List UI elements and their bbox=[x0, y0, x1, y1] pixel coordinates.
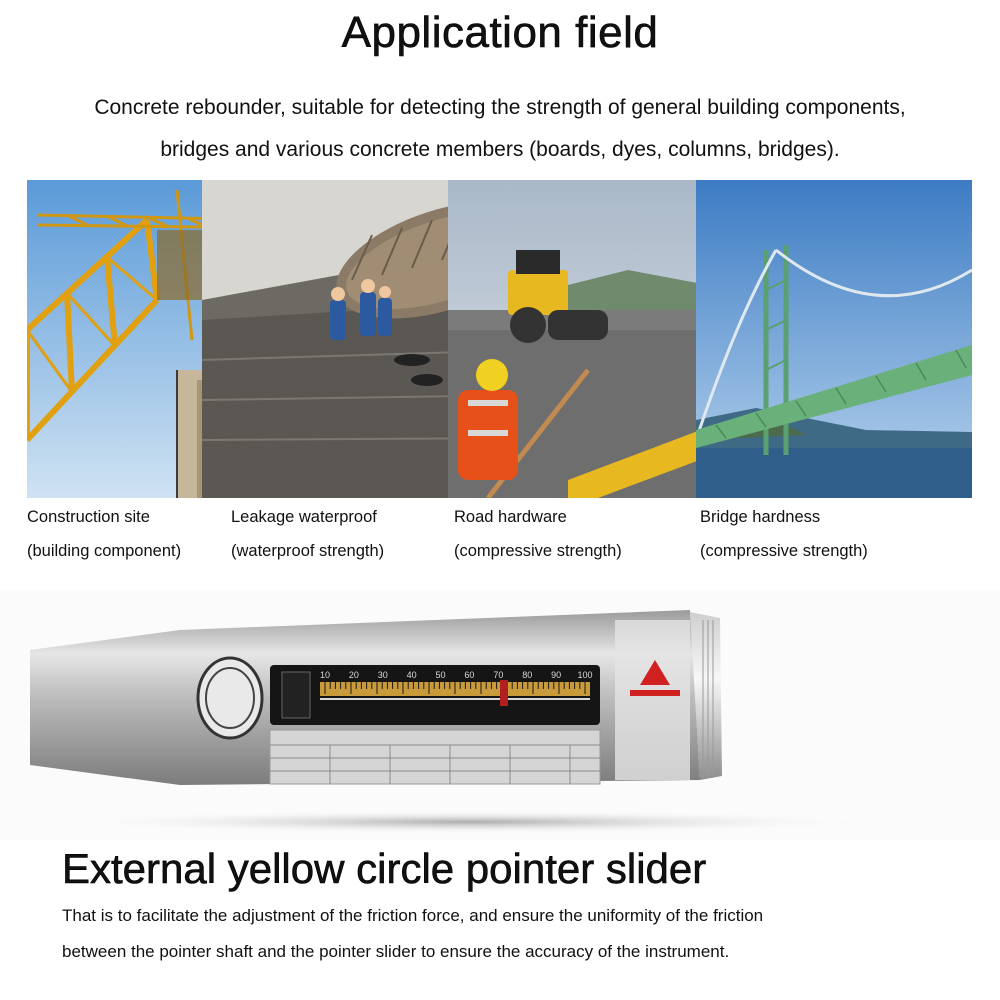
scale-tick-label: 40 bbox=[406, 670, 417, 680]
feature-description-line-2: between the pointer shaft and the pointer slider to ensure the accuracy of the instrument. bbox=[62, 942, 730, 961]
caption-leakage-waterproof-detail: (waterproof strength) bbox=[231, 542, 385, 560]
caption-leakage-waterproof: Leakage waterproof bbox=[231, 508, 377, 526]
scale-tick-label: 20 bbox=[348, 670, 359, 680]
scale-tick-label: 100 bbox=[577, 670, 593, 680]
scale-tick-label: 90 bbox=[551, 670, 562, 680]
caption-road-hardware-detail: (compressive strength) bbox=[454, 542, 622, 560]
scale-tick-label: 80 bbox=[522, 670, 533, 680]
feature-headline: External yellow circle pointer slider bbox=[62, 845, 707, 892]
scale-tick-label: 10 bbox=[319, 670, 331, 680]
feature-description-line-1: That is to facilitate the adjustment of the friction force, and ensure the uniformity of the friction bbox=[62, 906, 764, 925]
page-title: Application field bbox=[341, 8, 659, 57]
scale-tick-label: 50 bbox=[435, 670, 446, 680]
caption-bridge-hardness-detail: (compressive strength) bbox=[700, 542, 868, 560]
caption-bridge-hardness: Bridge hardness bbox=[700, 508, 821, 526]
caption-road-hardware: Road hardware bbox=[454, 508, 567, 526]
rebound-hammer-image bbox=[0, 590, 1000, 840]
intro-line-1: Concrete rebounder, suitable for detecting the strength of general building components, bbox=[94, 96, 906, 119]
caption-construction-site: Construction site bbox=[27, 508, 150, 526]
scale-tick-label: 30 bbox=[377, 670, 388, 680]
scale-tick-label: 60 bbox=[464, 670, 475, 680]
intro-line-2: bridges and various concrete members (boards, dyes, columns, bridges). bbox=[160, 138, 840, 161]
caption-construction-site-detail: (building component) bbox=[27, 542, 182, 560]
bridge-hardness-photo bbox=[696, 180, 972, 498]
scale-tick-label: 70 bbox=[493, 670, 504, 680]
